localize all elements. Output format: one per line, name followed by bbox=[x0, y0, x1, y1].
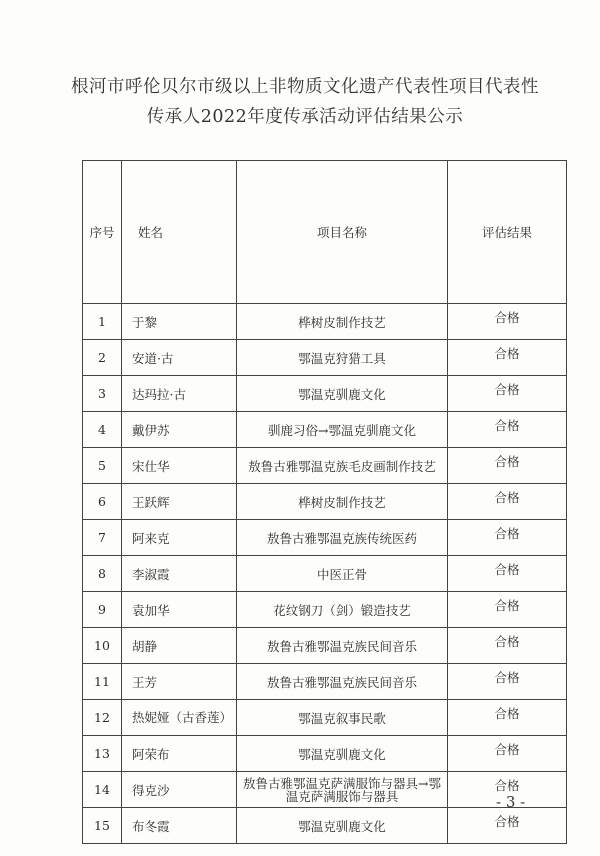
row-index: 7 bbox=[83, 520, 122, 556]
table-row bbox=[83, 592, 567, 628]
header-name: 姓名 bbox=[122, 161, 237, 304]
row-result: 合格 bbox=[448, 808, 567, 844]
row-result: 合格 bbox=[448, 556, 567, 592]
row-index: 2 bbox=[83, 340, 122, 376]
table-row bbox=[83, 772, 567, 808]
row-index: 1 bbox=[83, 304, 122, 340]
table-row bbox=[83, 808, 567, 844]
row-project: 花纹钢刀（剑）锻造技艺 bbox=[237, 592, 448, 628]
row-index: 13 bbox=[83, 736, 122, 772]
row-result: 合格 bbox=[448, 520, 567, 556]
row-name: 于黎 bbox=[122, 304, 237, 340]
row-index: 5 bbox=[83, 448, 122, 484]
row-result: 合格 bbox=[448, 484, 567, 520]
row-result: 合格 bbox=[448, 736, 567, 772]
header-project: 项目名称 bbox=[237, 161, 448, 304]
row-result: 合格 bbox=[448, 304, 567, 340]
row-name: 阿来克 bbox=[122, 520, 237, 556]
row-name: 布冬霞 bbox=[122, 808, 237, 844]
table-row bbox=[83, 376, 567, 412]
row-result: 合格 bbox=[448, 340, 567, 376]
row-name: 热妮娅（古香莲） bbox=[122, 700, 237, 736]
row-project: 中医正骨 bbox=[237, 556, 448, 592]
row-project: 鄂温克驯鹿文化 bbox=[237, 808, 448, 844]
row-result: 合格 bbox=[448, 772, 567, 808]
table-row bbox=[83, 628, 567, 664]
table-row bbox=[83, 484, 567, 520]
table-row bbox=[83, 736, 567, 772]
row-index: 9 bbox=[83, 592, 122, 628]
header-result: 评估结果 bbox=[448, 161, 567, 304]
row-project: 敖鲁古雅鄂温克族民间音乐 bbox=[237, 628, 448, 664]
row-name: 王跃辉 bbox=[122, 484, 237, 520]
row-result: 合格 bbox=[448, 664, 567, 700]
row-name: 得克沙 bbox=[122, 772, 237, 808]
row-name: 李淑霞 bbox=[122, 556, 237, 592]
row-index: 4 bbox=[83, 412, 122, 448]
row-name: 王芳 bbox=[122, 664, 237, 700]
table-header-row bbox=[83, 161, 567, 304]
page-number: - 3 - bbox=[496, 793, 526, 811]
row-name: 阿荣布 bbox=[122, 736, 237, 772]
row-name: 安道·古 bbox=[122, 340, 237, 376]
table-row bbox=[83, 412, 567, 448]
row-project: 敖鲁古雅鄂温克族传统医药 bbox=[237, 520, 448, 556]
row-result: 合格 bbox=[448, 448, 567, 484]
row-index: 6 bbox=[83, 484, 122, 520]
row-index: 3 bbox=[83, 376, 122, 412]
table-row bbox=[83, 520, 567, 556]
row-project: 鄂温克驯鹿文化 bbox=[237, 736, 448, 772]
row-project: 鄂温克狩猎工具 bbox=[237, 340, 448, 376]
row-index: 11 bbox=[83, 664, 122, 700]
table-row bbox=[83, 340, 567, 376]
row-project: 敖鲁古雅鄂温克萨满服饰与器具→鄂温克萨满服饰与器具 bbox=[237, 772, 448, 808]
table-row bbox=[83, 700, 567, 736]
row-index: 8 bbox=[83, 556, 122, 592]
row-project: 鄂温克驯鹿文化 bbox=[237, 376, 448, 412]
row-result: 合格 bbox=[448, 592, 567, 628]
row-name: 达玛拉·古 bbox=[122, 376, 237, 412]
row-name: 戴伊苏 bbox=[122, 412, 237, 448]
row-name: 袁加华 bbox=[122, 592, 237, 628]
inheritor-table bbox=[82, 160, 567, 844]
row-project: 敖鲁古雅鄂温克族民间音乐 bbox=[237, 664, 448, 700]
row-result: 合格 bbox=[448, 376, 567, 412]
row-project: 驯鹿习俗→鄂温克驯鹿文化 bbox=[237, 412, 448, 448]
row-name: 宋仕华 bbox=[122, 448, 237, 484]
row-project: 敖鲁古雅鄂温克族毛皮画制作技艺 bbox=[237, 448, 448, 484]
header-index: 序号 bbox=[83, 161, 122, 304]
row-index: 12 bbox=[83, 700, 122, 736]
table-row bbox=[83, 556, 567, 592]
row-project: 桦树皮制作技艺 bbox=[237, 484, 448, 520]
row-project: 桦树皮制作技艺 bbox=[237, 304, 448, 340]
table-row bbox=[83, 304, 567, 340]
table-row bbox=[83, 664, 567, 700]
row-project: 鄂温克叙事民歌 bbox=[237, 700, 448, 736]
row-index: 14 bbox=[83, 772, 122, 808]
row-result: 合格 bbox=[448, 412, 567, 448]
row-name: 胡静 bbox=[122, 628, 237, 664]
row-index: 10 bbox=[83, 628, 122, 664]
document-title: 根河市呼伦贝尔市级以上非物质文化遗产代表性项目代表性传承人2022年度传承活动评估结果公示 bbox=[71, 77, 539, 127]
row-result: 合格 bbox=[448, 628, 567, 664]
row-result: 合格 bbox=[448, 700, 567, 736]
row-index: 15 bbox=[83, 808, 122, 844]
table-row bbox=[83, 448, 567, 484]
